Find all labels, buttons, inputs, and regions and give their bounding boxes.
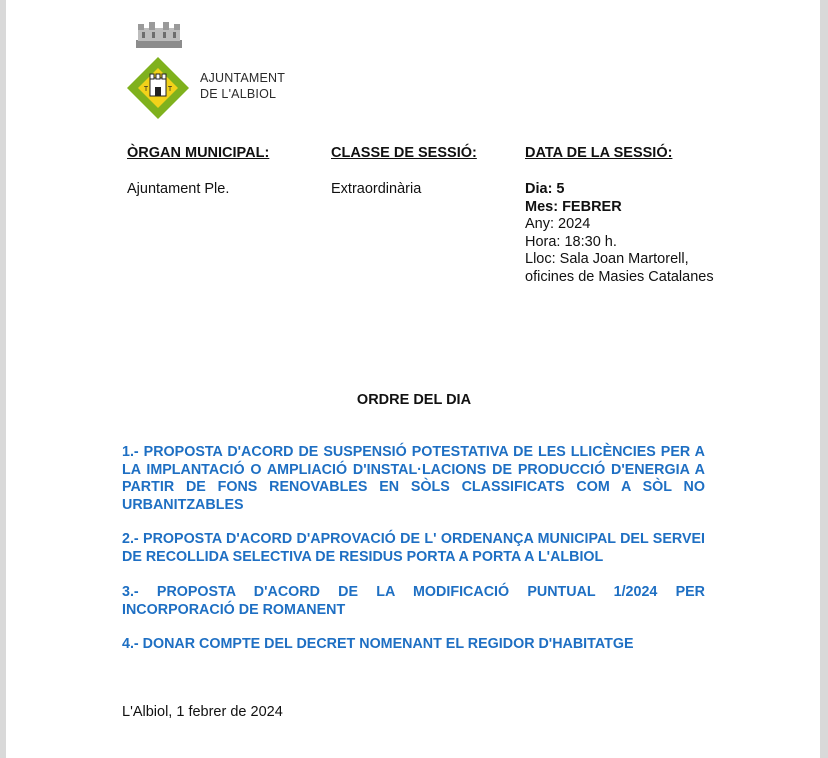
session-time: Hora: 18:30 h. bbox=[525, 233, 617, 250]
data-heading: DATA DE LA SESSIÓ: bbox=[525, 145, 673, 161]
svg-text:T: T bbox=[167, 86, 173, 93]
institution-name bbox=[200, 70, 285, 102]
crown-icon bbox=[132, 20, 186, 50]
session-date-block bbox=[525, 181, 715, 286]
classe-value: Extraordinària bbox=[331, 181, 422, 197]
agenda-title: ORDRE DEL DIA bbox=[356, 392, 472, 408]
session-year: Any: 2024 bbox=[525, 216, 591, 232]
session-day: Dia: 5 bbox=[525, 181, 565, 197]
municipal-shield-icon bbox=[126, 56, 190, 120]
svg-text:T: T bbox=[143, 86, 149, 93]
session-place: Lloc: Sala Joan Martorell, oficines de Masies Catalanes bbox=[525, 251, 714, 285]
organ-heading: ÒRGAN MUNICIPAL: bbox=[127, 145, 270, 161]
agenda-item-1: 1.- PROPOSTA D'ACORD DE SUSPENSIÓ POTESTATIVA DE LES LLICÈNCIES PER A LA IMPLANTACIÓ O AMPLIACIÓ D'INSTAL·LACIONS DE PRODUCCIÓ D'ENERGIA A PARTIR DE FONS RENOVABLES EN SÒLS CLASSIFICATS COM A SÒL NO URBANITZABLES bbox=[122, 444, 705, 513]
place-and-date: L'Albiol, 1 febrer de 2024 bbox=[122, 704, 283, 720]
agenda-item-4: 4.- DONAR COMPTE DEL DECRET NOMENANT EL REGIDOR D'HABITATGE bbox=[122, 636, 634, 652]
organ-value: Ajuntament Ple. bbox=[127, 181, 230, 197]
agenda-item-2: 2.- PROPOSTA D'ACORD D'APROVACIÓ DE L' ORDENANÇA MUNICIPAL DEL SERVEI DE RECOLLIDA SELECTIVA DE RESIDUS PORTA A PORTA A L'ALBIOL bbox=[122, 531, 705, 565]
institution-name-line1: AJUNTAMENT bbox=[200, 71, 286, 85]
agenda-item-3: 3.- PROPOSTA D'ACORD DE LA MODIFICACIÓ PUNTUAL 1/2024 PER INCORPORACIÓ DE ROMANENT bbox=[122, 584, 705, 618]
session-month: Mes: FEBRER bbox=[525, 198, 622, 215]
institution-name-line2: DE L'ALBIOL bbox=[200, 87, 277, 101]
classe-heading: CLASSE DE SESSIÓ: bbox=[331, 145, 477, 161]
